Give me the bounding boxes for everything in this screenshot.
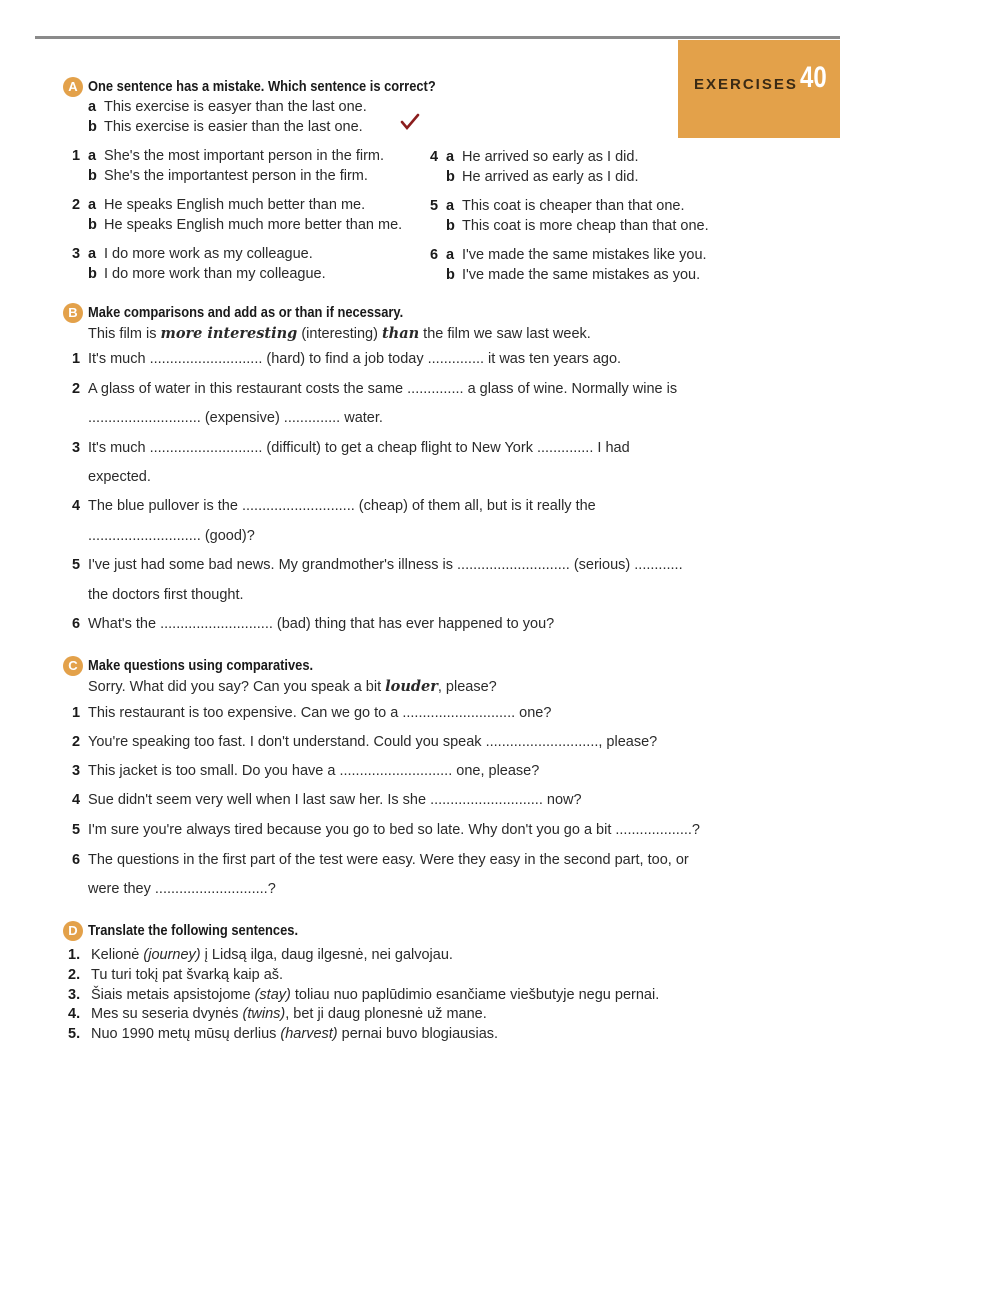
c-item-number: 1 (72, 705, 81, 721)
b-line: It's much ............................ (difficult) to get a cheap flight to New York .............. I had (88, 440, 630, 456)
d-sentence: Kelionė (journey) į Lidsą ilga, daug ilgesnė, nei galvojau. (91, 947, 453, 963)
b-line: expected. (88, 469, 151, 485)
b-line: The blue pullover is the ............................ (cheap) of them all, but is it really the (88, 498, 596, 514)
c-item-number: 5 (72, 822, 81, 838)
a-item-5a: This coat is cheaper than that one. (462, 198, 685, 214)
exercises-label: EXERCISES (694, 76, 798, 93)
a-item-2a: He speaks English much better than me. (104, 197, 366, 213)
a-item-number: 6 (430, 247, 439, 263)
a-item-6a: I've made the same mistakes like you. (462, 247, 707, 263)
a-item-6b: I've made the same mistakes as you. (462, 267, 701, 283)
example-a-letter: a (88, 99, 97, 115)
exercise-number: 40 (800, 61, 827, 94)
a-item-number: 3 (72, 246, 81, 262)
a-item-3a: I do more work as my colleague. (104, 246, 313, 262)
d-item-number: 4. (68, 1006, 81, 1022)
b-line: A glass of water in this restaurant costs the same .............. a glass of wine. Normally wine is (88, 381, 678, 397)
section-d-badge: D (63, 921, 83, 941)
example-b-text: This exercise is easier than the last one. (104, 119, 363, 135)
b-example: This film is more interesting (interesting) than the film we saw last week. (88, 325, 591, 342)
b-item-number: 3 (72, 440, 81, 456)
d-sentence: Šiais metais apsistojome (stay) toliau nuo paplūdimio esančiame viešbutyje negu pernai. (91, 987, 660, 1003)
d-item-number: 3. (68, 987, 81, 1003)
a-option-letter: a (446, 149, 455, 165)
c-line: This jacket is too small. Do you have a ............................ one, please? (88, 763, 540, 779)
a-item-4b: He arrived as early as I did. (462, 169, 639, 185)
a-option-letter: b (88, 168, 97, 184)
section-a-badge: A (63, 77, 83, 97)
a-option-letter: b (446, 218, 455, 234)
example-b-letter: b (88, 119, 97, 135)
a-item-number: 1 (72, 148, 81, 164)
d-item-number: 2. (68, 967, 81, 983)
d-item-number: 1. (68, 947, 81, 963)
a-option-letter: a (446, 247, 455, 263)
b-line: I've just had some bad news. My grandmother's illness is ............................ (serious) ............ (88, 557, 683, 573)
a-option-letter: a (88, 148, 97, 164)
b-item-number: 4 (72, 498, 81, 514)
a-item-4a: He arrived so early as I did. (462, 149, 639, 165)
section-c-title: Make questions using comparatives. (88, 657, 314, 674)
b-item-number: 5 (72, 557, 81, 573)
a-option-letter: b (446, 267, 455, 283)
a-item-5b: This coat is more cheap than that one. (462, 218, 709, 234)
a-option-letter: b (88, 217, 97, 233)
a-item-1a: She's the most important person in the firm. (104, 148, 385, 164)
section-d-title: Translate the following sentences. (88, 922, 299, 939)
c-line: You're speaking too fast. I don't understand. Could you speak ............................, please? (88, 734, 658, 750)
section-c-badge: C (63, 656, 83, 676)
checkmark-icon (400, 113, 420, 131)
a-item-number: 4 (430, 149, 439, 165)
b-line: ............................ (expensive) .............. water. (88, 410, 383, 426)
b-line: the doctors first thought. (88, 587, 244, 603)
d-sentence: Nuo 1990 metų mūsų derlius (harvest) pernai buvo blogiausias. (91, 1026, 499, 1042)
a-item-number: 5 (430, 198, 439, 214)
section-b-badge: B (63, 303, 83, 323)
c-line: The questions in the first part of the test were easy. Were they easy in the second part, too, or (88, 852, 689, 868)
a-item-number: 2 (72, 197, 81, 213)
a-item-1b: She's the importantest person in the firm. (104, 168, 368, 184)
top-rule (35, 36, 840, 39)
c-item-number: 3 (72, 763, 81, 779)
a-option-letter: a (88, 246, 97, 262)
a-option-letter: b (88, 266, 97, 282)
b-example-answer: more interesting (160, 325, 298, 342)
c-line: This restaurant is too expensive. Can we go to a ............................ one? (88, 705, 552, 721)
b-line: ............................ (good)? (88, 528, 255, 544)
d-sentence: Mes su seseria dvynės (twins), bet ji daug plonesnė už mane. (91, 1006, 487, 1022)
c-example-answer: louder (385, 678, 438, 695)
c-line: Sue didn't seem very well when I last saw her. Is she ............................ now? (88, 792, 582, 808)
a-item-3b: I do more work than my colleague. (104, 266, 326, 282)
b-item-number: 6 (72, 616, 81, 632)
a-item-2b: He speaks English much more better than me. (104, 217, 403, 233)
example-a-text: This exercise is easyer than the last one. (104, 99, 367, 115)
d-sentence: Tu turi tokį pat švarką kaip aš. (91, 967, 284, 983)
b-item-number: 2 (72, 381, 81, 397)
b-item-number: 1 (72, 351, 81, 367)
section-a-title: One sentence has a mistake. Which sentence is correct? (88, 78, 436, 95)
c-line: I'm sure you're always tired because you go to bed so late. Why don't you go a bit ...................? (88, 822, 700, 838)
c-line: were they ............................? (88, 881, 276, 897)
c-item-number: 2 (72, 734, 81, 750)
d-item-number: 5. (68, 1026, 81, 1042)
c-example: Sorry. What did you say? Can you speak a bit louder, please? (88, 678, 497, 695)
b-line: It's much ............................ (hard) to find a job today .............. it was ten years ago. (88, 351, 622, 367)
a-option-letter: a (88, 197, 97, 213)
b-line: What's the ............................ (bad) thing that has ever happened to you? (88, 616, 555, 632)
c-item-number: 6 (72, 852, 81, 868)
a-option-letter: b (446, 169, 455, 185)
b-example-answer: than (381, 325, 420, 342)
c-item-number: 4 (72, 792, 81, 808)
section-b-title: Make comparisons and add as or than if necessary. (88, 304, 404, 321)
a-option-letter: a (446, 198, 455, 214)
